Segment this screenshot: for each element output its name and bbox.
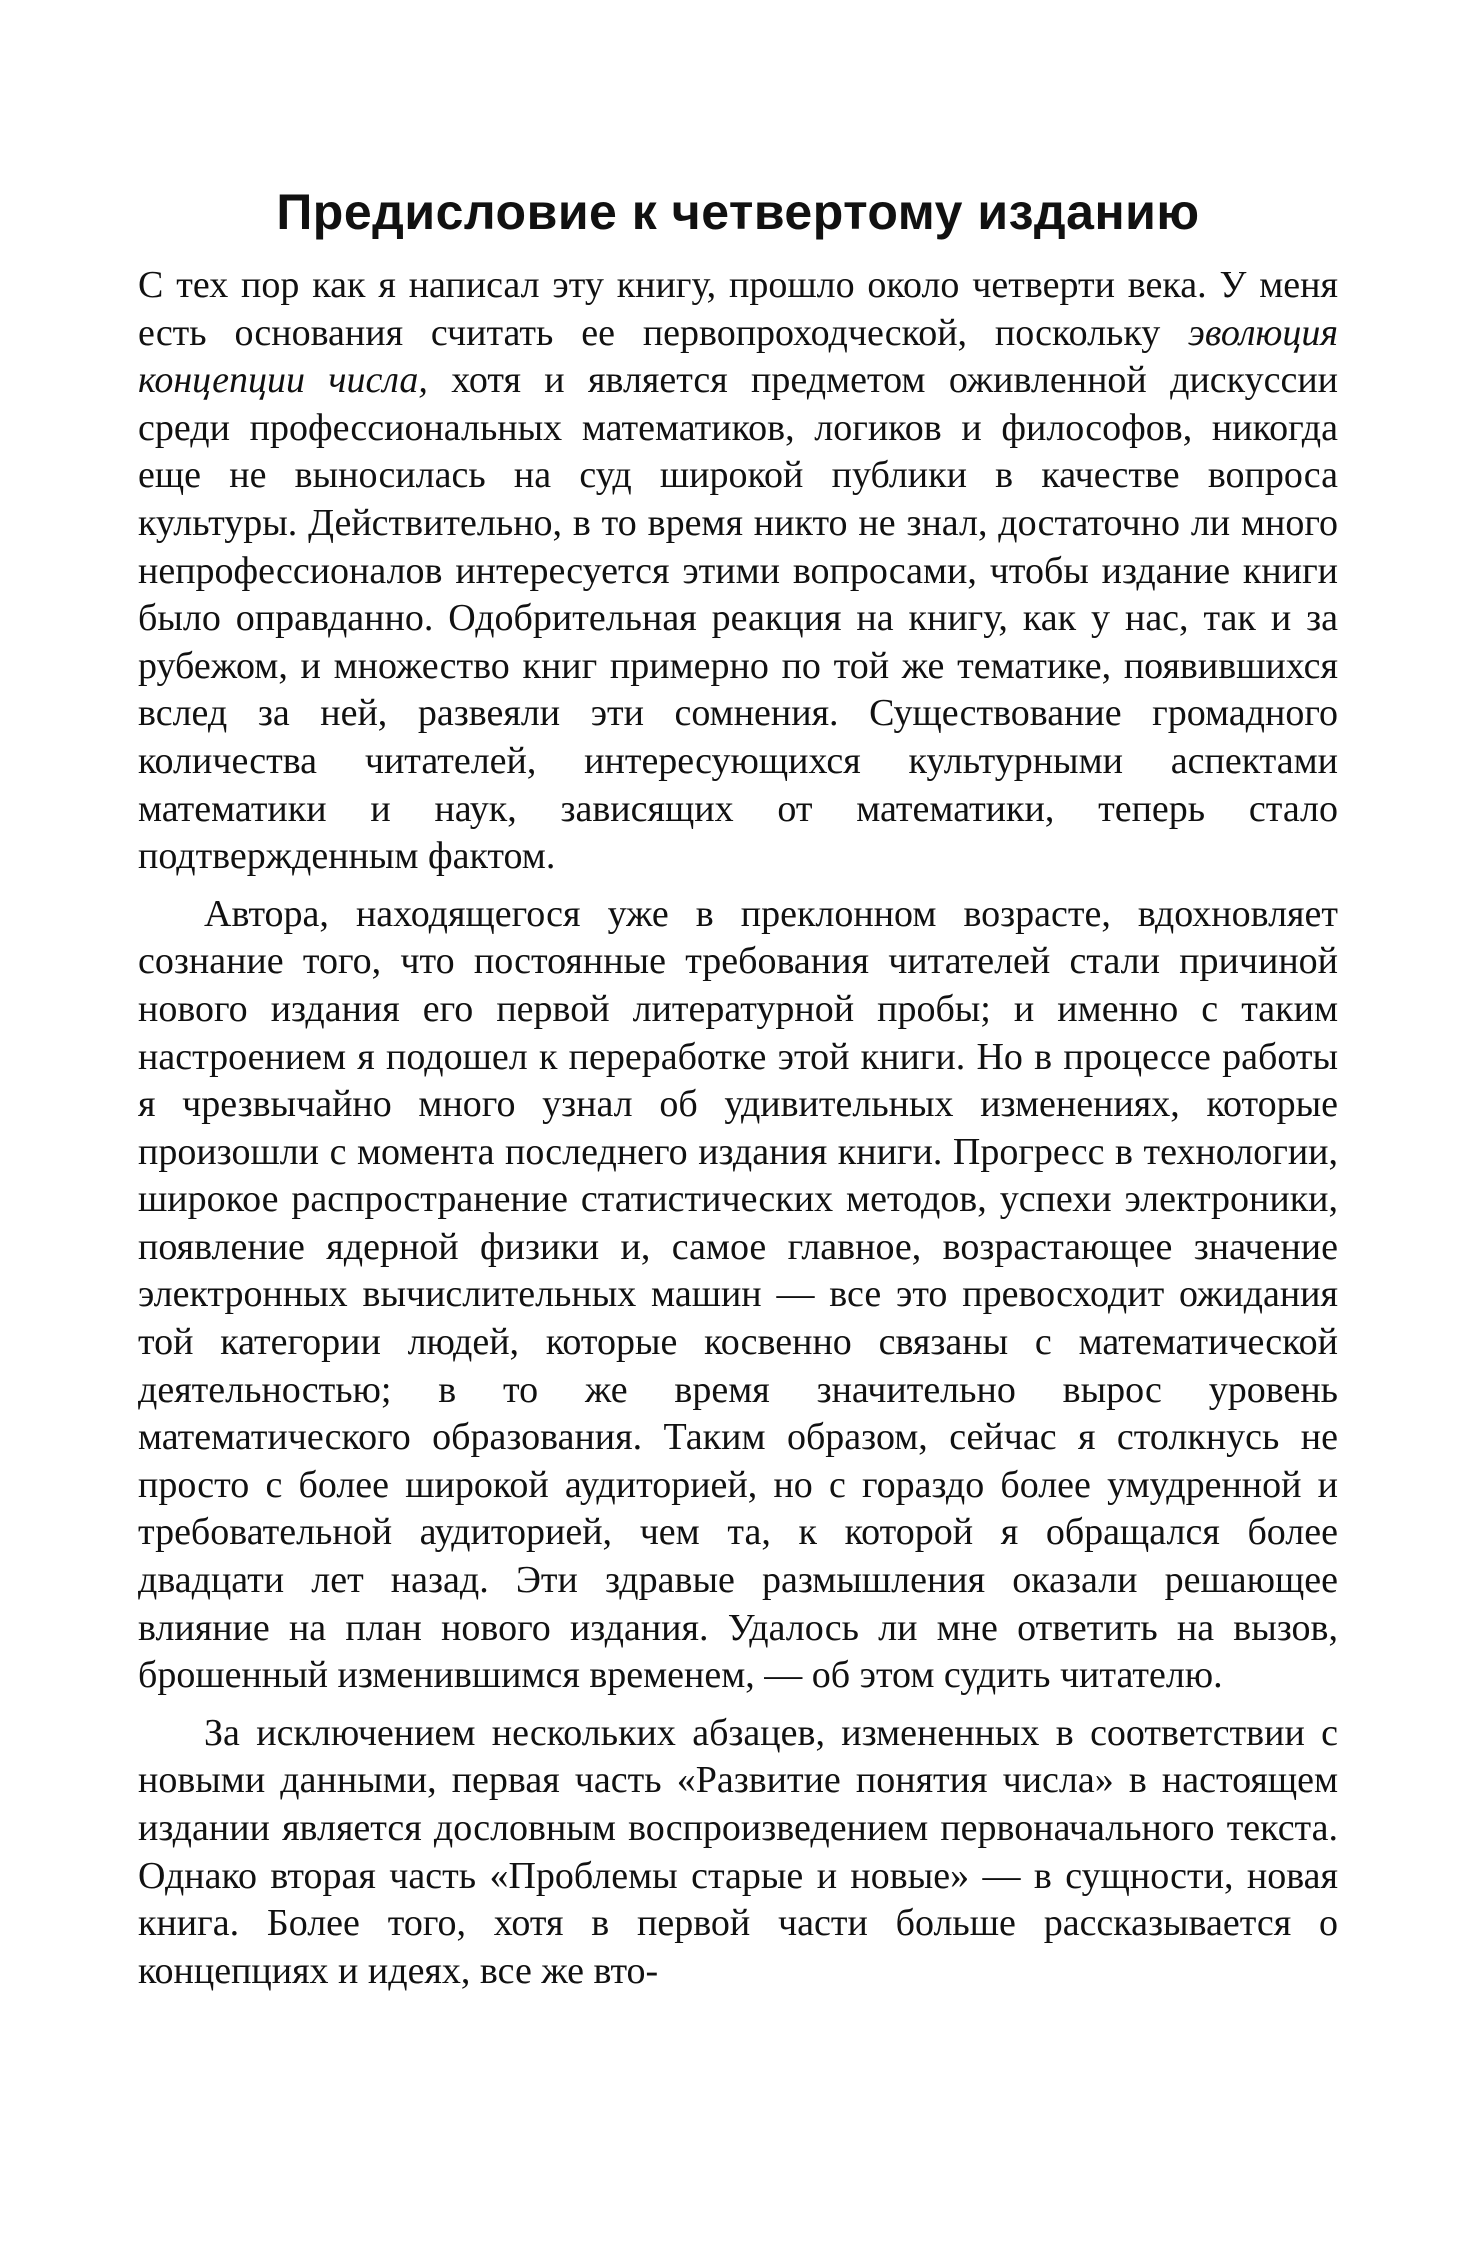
paragraph-1-italic-term: эволюция концепции числа, <box>138 311 1338 402</box>
page-title: Предисловие к четвертому изданию <box>276 184 1200 240</box>
paragraph-3: За исключением нескольких абзацев, измененных в соответствии с новыми данными, первая часть «Развитие понятия числа» в настоящем издании является дословным воспроизведением первоначального текста. Однако вторая часть «Проблемы старые и новые» — в сущности, новая книга. Более того, хотя в первой части больше рассказывается о концепциях и идеях, все же вто- <box>138 1711 1338 1992</box>
paragraph-2: Автора, находящегося уже в преклонном возрасте, вдохновляет сознание того, что постоянные требования читателей стали причиной нового издания его первой литературной пробы; и именно с таким настроением я подошел к переработке этой книги. Но в процессе работы я чрезвычайно много узнал об удивительных изменениях, которые произошли с момента последнего издания книги. Прогресс в технологии, широкое распространение статистических методов, успехи электроники, появление ядерной физики и, самое главное, возрастающее значение электронных вычислительных машин — все это превосходит ожидания той категории людей, которые косвенно связаны с математической деятельностью; в то же время значительно вырос уровень математического образования. Таким образом, сейчас я столкнусь не просто с более широкой аудиторией, но с гораздо более умудренной и требовательной аудиторией, чем та, к которой я обращался более двадцати лет назад. Эти здравые размышления оказали решающее влияние на план нового издания. Удалось ли мне ответить на вызов, брошенный изменившимся временем, — об этом судить читателю. <box>138 892 1338 1697</box>
paragraph-1-text-start: С тех пор как я написал эту книгу, прошло около четверти века. У меня есть основания считать ее первопроходческой, поскольку <box>138 264 1338 354</box>
paragraph-1 <box>138 262 1338 881</box>
document-page <box>138 180 1338 1995</box>
paragraph-1-text-end: хотя и является предметом оживленной дискуссии среди профессиональных математиков, логиков и философов, никогда еще не выносилась на суд широкой публики в качестве вопроса культуры. Действительно, в то время никто не знал, достаточно ли много непрофессионалов интересуется этими вопросами, чтобы издание книги было оправданно. Одобрительная реакция на книгу, как у нас, так и за рубежом, и множество книг примерно по той же тематике, появившихся вслед за ней, развеяли эти сомнения. Существование громадного количества читателей, интересующихся культурными аспектами математики и наук, зависящих от математики, теперь стало подтвержденным фактом. <box>138 359 1338 878</box>
